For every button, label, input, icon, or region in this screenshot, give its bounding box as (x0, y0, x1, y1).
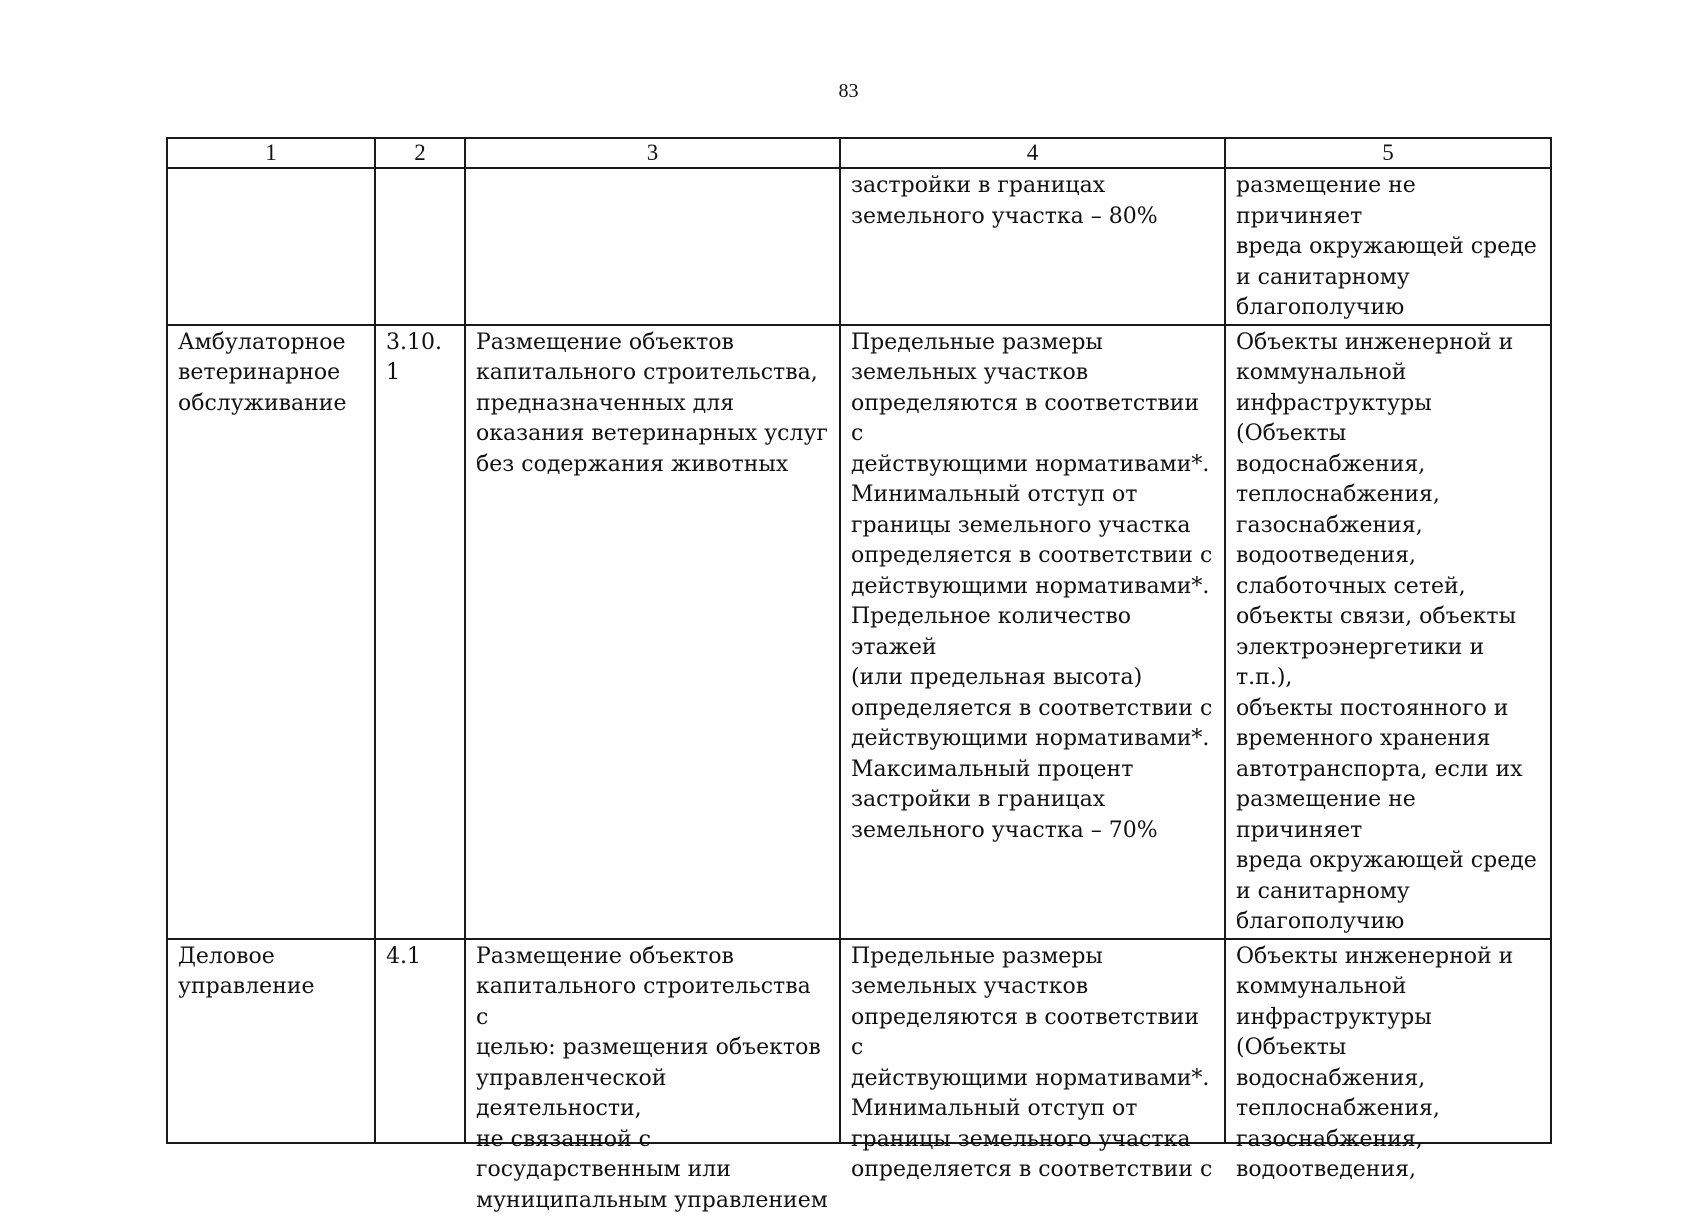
cell-description-text: Размещение объектов капитального строительства с целью: размещения объектов управленческой деятельности, не связанной с государственным или муниципальным управлением (476, 943, 828, 1213)
cell-description (465, 168, 840, 325)
cell-description-text: Размещение объектов капитального строительства, предназначенных для оказания ветеринарных услуг без содержания животных (476, 329, 828, 477)
table-body (167, 168, 1551, 1213)
cell-restrictions (1225, 939, 1551, 1182)
cell-name-text: Деловое управление (178, 943, 315, 999)
cell-name (167, 939, 375, 1143)
cell-parameters-text: Предельные размеры земельных участков определяются в соответствии с действующими нормативами*. Минимальный отступ от границы земельного участка определяется в соответствии с (851, 943, 1213, 1182)
cell-code (375, 325, 465, 939)
cell-restrictions-text: Объекты инженерной и коммунальной инфраструктуры (Объекты водоснабжения, теплоснабжения, газоснабжения, водоотведения, (1236, 943, 1514, 1182)
cell-parameters (840, 939, 1225, 1182)
cell-parameters (840, 325, 1225, 939)
cell-code (375, 168, 465, 325)
cell-restrictions-text: Объекты инженерной и коммунальной инфраструктуры (Объекты водоснабжения, теплоснабжения, газоснабжения, водоотведения, слаботочных сетей, объекты связи, объекты электроэнергетики и т.п.), объекты постоянного и временного хранения автотранспорта, если их размещение не причиняет вреда окружающей среде и санитарному благополучию (1236, 329, 1537, 934)
table-row (167, 325, 1551, 939)
column-header-3: 3 (465, 138, 840, 168)
cell-name (167, 168, 375, 325)
column-header-1: 1 (167, 138, 375, 168)
cell-description (465, 939, 840, 1213)
table-header (167, 138, 1551, 168)
cell-description (465, 325, 840, 939)
cell-code-text: 4.1 (386, 943, 421, 969)
cell-restrictions (1225, 325, 1551, 939)
cell-restrictions-text: размещение не причиняет вреда окружающей среде и санитарному благополучию (1236, 173, 1537, 320)
cell-code (375, 939, 465, 1143)
cell-parameters-text: застройки в границах земельного участка – 80% (851, 173, 1158, 229)
cell-restrictions (1225, 168, 1551, 325)
table-row (167, 939, 1551, 1143)
cell-name-text: Амбулаторное ветеринарное обслуживание (178, 329, 347, 416)
cell-code-text: 3.10.1 (386, 329, 442, 385)
column-header-5: 5 (1225, 138, 1551, 168)
cell-parameters (840, 168, 1225, 325)
cell-name (167, 325, 375, 939)
page-number: 83 (838, 80, 859, 102)
table-row (167, 168, 1551, 325)
column-header-4: 4 (840, 138, 1225, 168)
header-row (167, 138, 1551, 168)
land-use-table (166, 137, 1552, 1213)
column-header-2: 2 (375, 138, 465, 168)
cell-parameters-text: Предельные размеры земельных участков определяются в соответствии с действующими нормативами*. Минимальный отступ от границы земельного участка определяется в соответствии с действующими нормативами*. Предельное количество этажей (или предельная высота) определяется в соответствии с действующими нормативами*. Максимальный процент застройки в границах земельного участка – 70% (851, 329, 1213, 843)
